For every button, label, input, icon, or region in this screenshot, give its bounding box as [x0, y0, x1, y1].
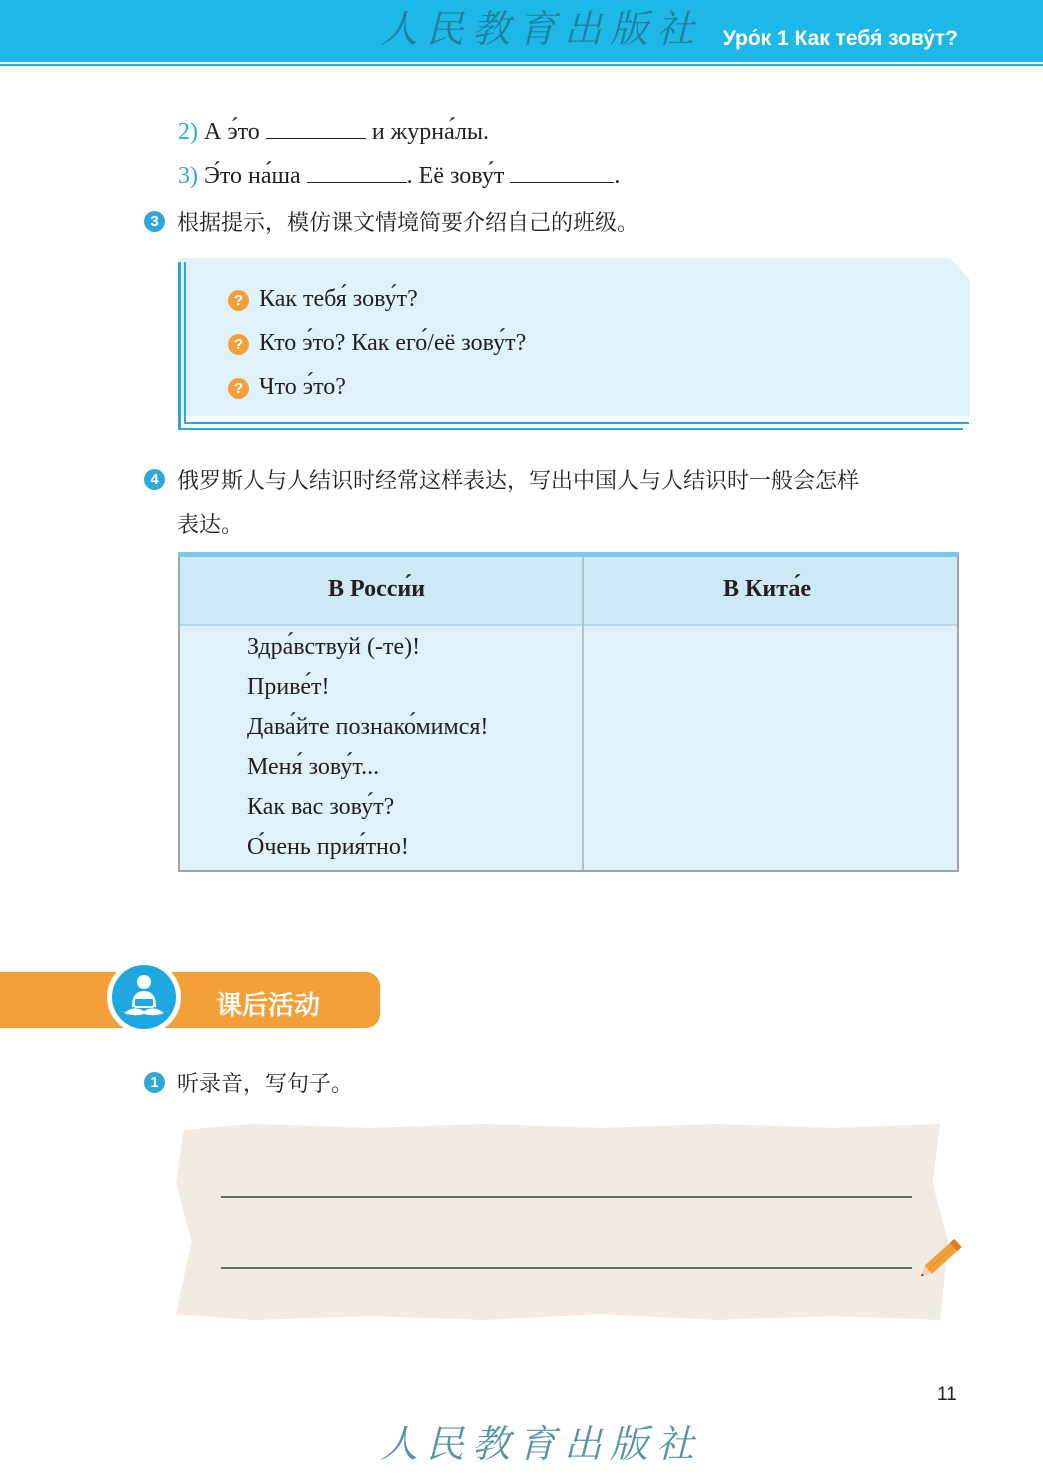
header-underline [0, 64, 1043, 66]
section-icon-circle [112, 965, 176, 1029]
table-cell-phrase: Приве́т! [247, 674, 330, 700]
item-text: и журна́лы. [371, 119, 490, 145]
hint-box-border [184, 422, 969, 424]
table-cell-china-empty[interactable] [584, 626, 957, 870]
table-cell-phrase: Здра́вствуй (-те)! [247, 634, 421, 660]
item-text: Э́то на́ша [204, 163, 301, 189]
item-text: . Её зову́т [406, 163, 505, 189]
item-text: . [614, 163, 621, 189]
exercise-item [178, 118, 489, 146]
task-instruction: 表达。 [177, 513, 244, 538]
task-number-badge: 4 [144, 469, 165, 490]
task-instruction: 俄罗斯人与人结识时经常这样表达，写出中国人与人结识时一般会怎样 [177, 469, 860, 494]
page-number: 11 [937, 1384, 957, 1405]
question-icon: ? [228, 334, 249, 355]
hint-text: Кто э́то? Как его́/её зову́т? [259, 330, 527, 356]
pencil-icon [914, 1232, 970, 1284]
answer-blank[interactable] [510, 162, 614, 183]
column-header-russia: В Росси́и [328, 576, 426, 602]
table-cell-phrase: Дава́йте познако́мимся! [247, 714, 489, 740]
question-icon: ? [228, 290, 249, 311]
section-title: 课后活动 [216, 991, 321, 1021]
section-banner [0, 972, 380, 1028]
task-instruction: 根据提示，模仿课文情境简要介绍自己的班级。 [177, 211, 640, 236]
publisher-logo: 人民教育出版社 [380, 1422, 703, 1466]
comparison-table [178, 554, 959, 872]
hint-text: Как тебя́ зову́т? [259, 286, 418, 312]
writing-line[interactable] [221, 1267, 912, 1269]
table-cell-phrase: Как вас зову́т? [247, 794, 395, 820]
task-instruction: 听录音，写句子。 [177, 1072, 354, 1097]
exercise-item [178, 162, 620, 190]
writing-paper [176, 1124, 948, 1320]
lesson-title: Уро́к 1 Как тебя́ зову́т? [722, 27, 958, 50]
hint-box-border [178, 428, 963, 430]
table-top-border [178, 552, 959, 557]
hint-box-border [184, 262, 186, 424]
answer-blank[interactable] [266, 118, 366, 139]
table-cell-phrase: О́чень прия́тно! [247, 834, 409, 860]
question-icon: ? [228, 378, 249, 399]
item-text: А э́то [204, 119, 260, 145]
reading-person-icon [112, 965, 176, 1029]
item-number: 3) [178, 163, 198, 189]
publisher-logo: 人民教育出版社 [380, 7, 703, 51]
answer-blank[interactable] [307, 162, 407, 183]
writing-line[interactable] [221, 1196, 912, 1198]
hint-box-border [178, 262, 181, 430]
item-number: 2) [178, 119, 198, 145]
hint-text: Что э́то? [259, 374, 346, 400]
table-header-row [180, 556, 957, 626]
task-number-badge: 1 [144, 1072, 165, 1093]
task-number-badge: 3 [144, 211, 165, 232]
column-header-china: В Кита́е [723, 576, 811, 602]
table-cell-phrase: Меня́ зову́т... [247, 754, 380, 780]
